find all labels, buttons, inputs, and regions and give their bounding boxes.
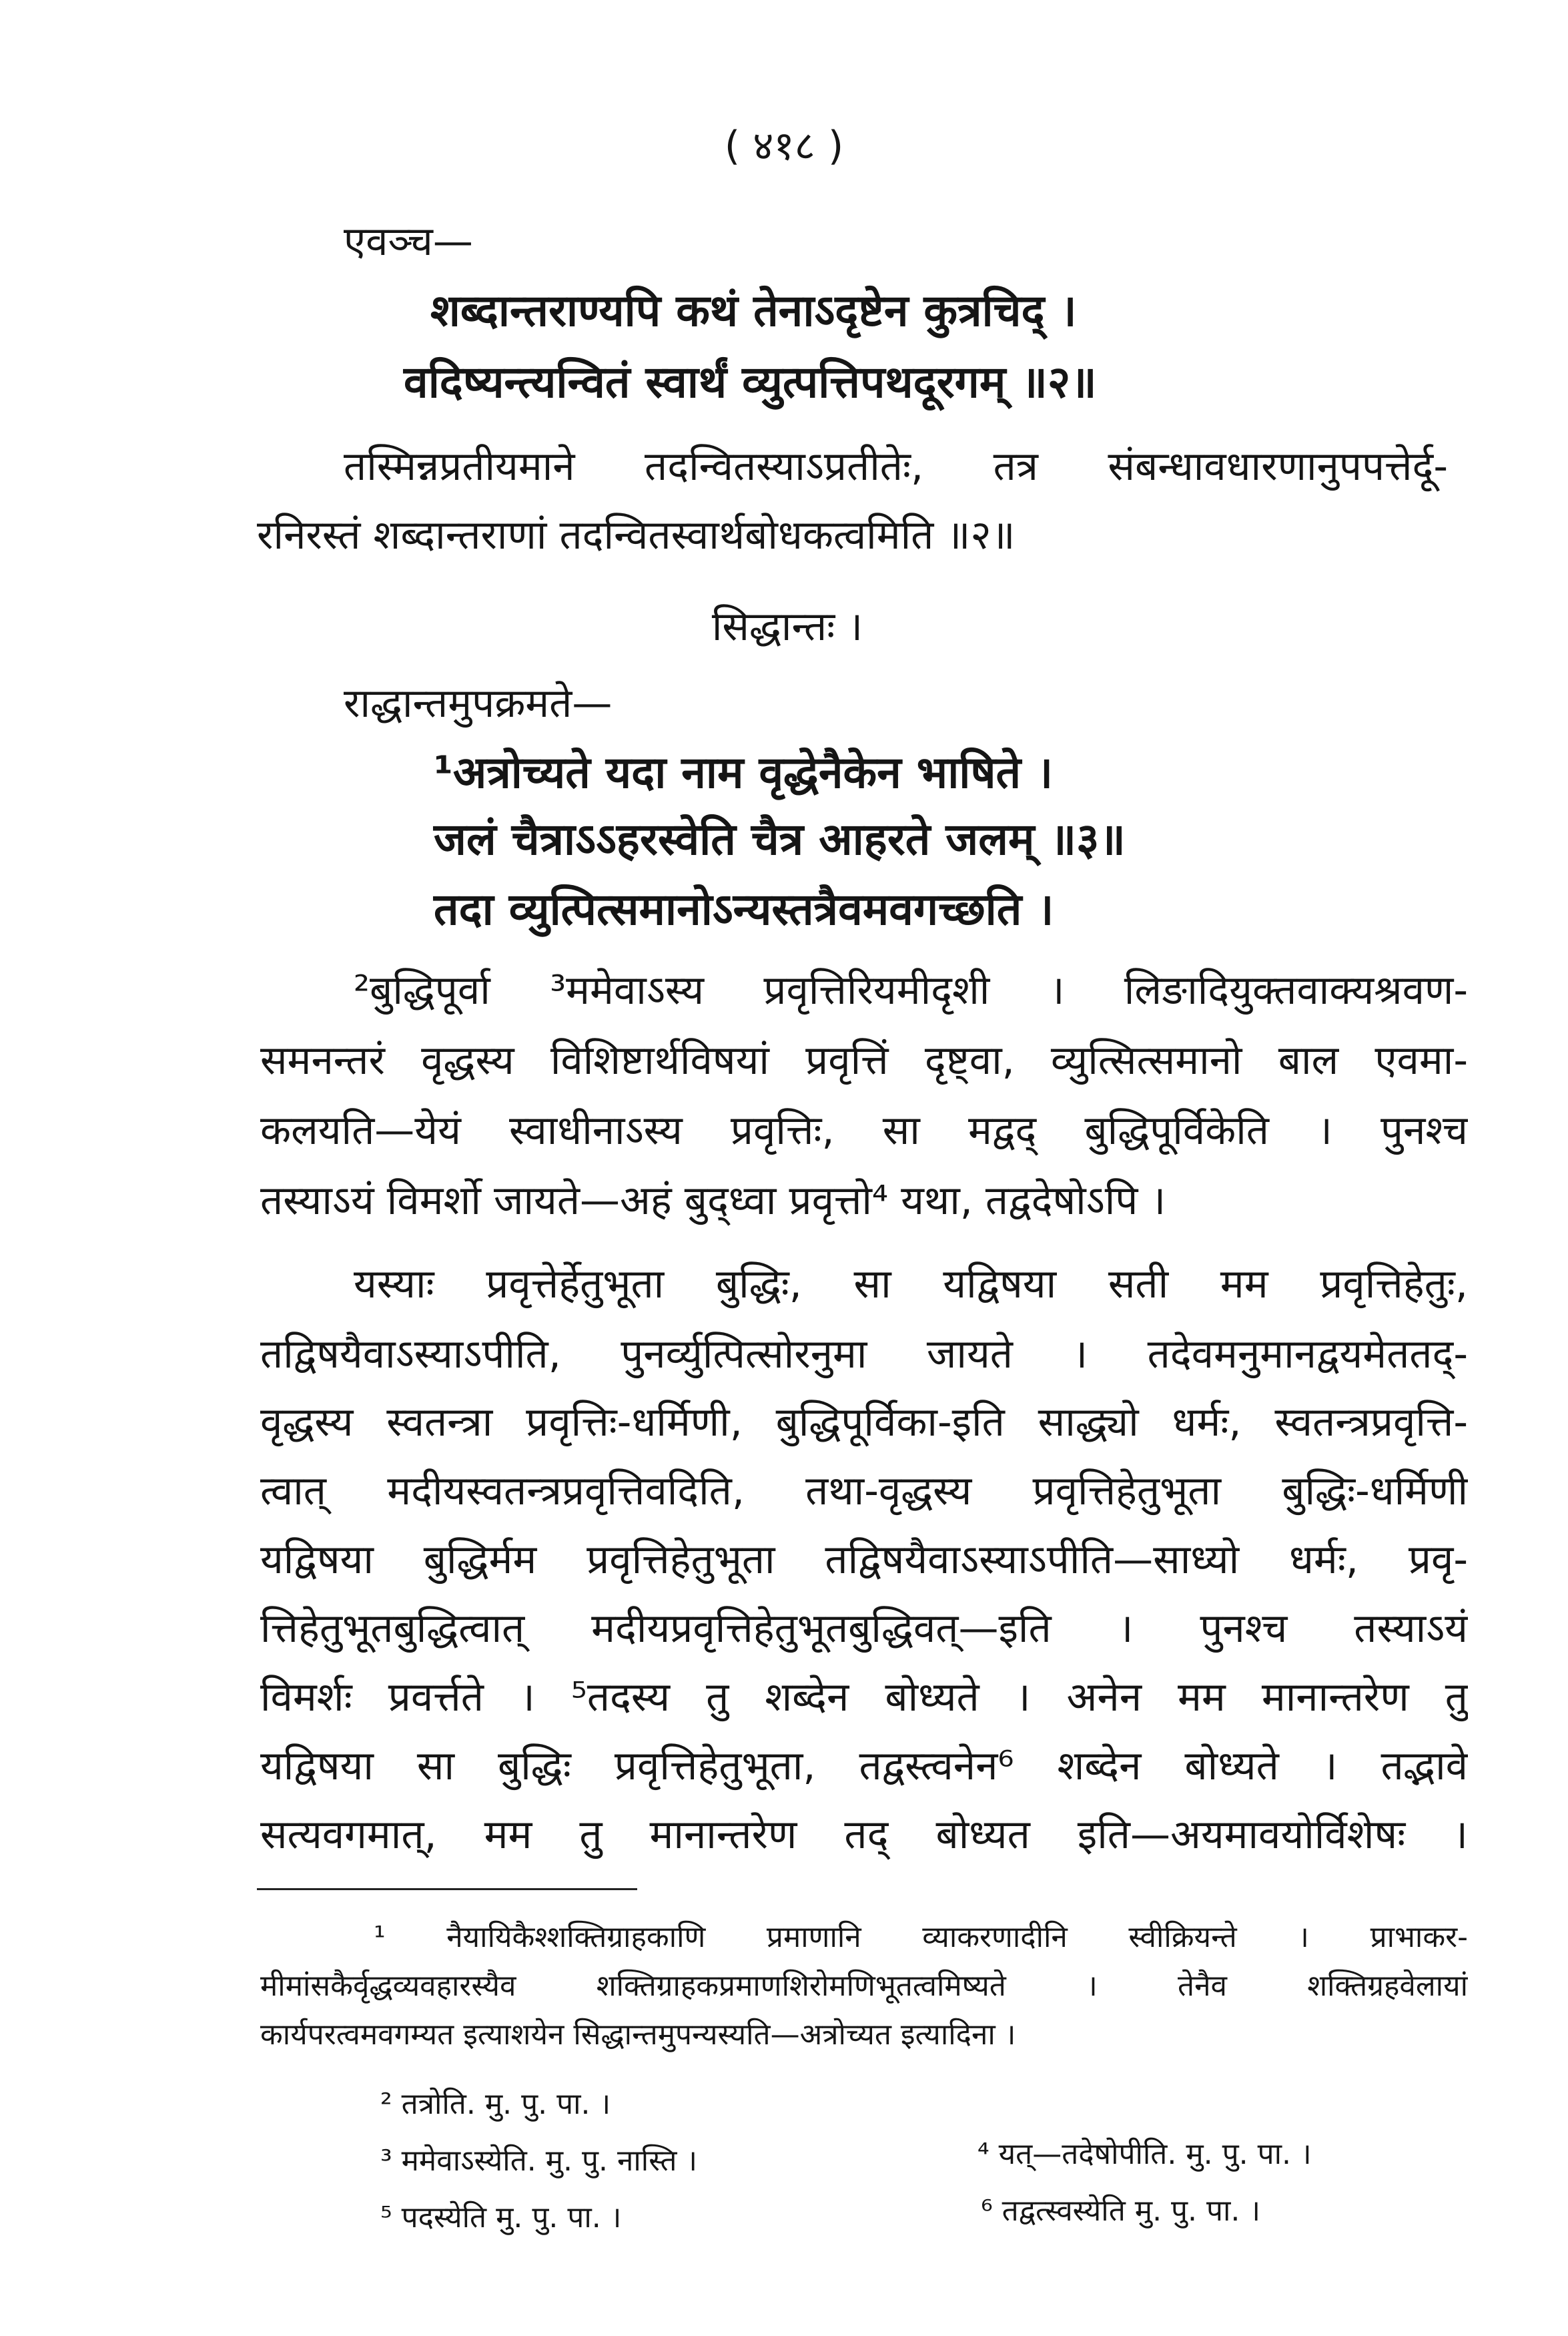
footnote-6: ⁶ तद्वत्स्वस्येति मु. पु. पा. । — [981, 2194, 1261, 2228]
text-line: रनिरस्तं शब्दान्तराणां तदन्वितस्वार्थबोधकत्वमिति ॥२॥ — [257, 512, 1016, 559]
footnote-line: ¹ नैयायिकैश्शक्तिग्राहकाणि प्रमाणानि व्याकरणादीनि स्वीक्रियन्ते । प्राभाकर- — [374, 1920, 1468, 1954]
footnote-4: ⁴ यत्—तदेषोपीति. मु. पु. पा. । — [977, 2137, 1312, 2171]
intro-evam: एवञ्च— — [344, 218, 473, 265]
text-line: तद्विषयैवाऽस्याऽपीति, पुनर्व्युत्पित्सोरनुमा जायते । तदेवमनुमानद्वयमेततद्- — [260, 1331, 1468, 1378]
text-line: विमर्शः प्रवर्त्तते । ⁵तदस्य तु शब्देन बोध्यते । अनेन मम मानान्तरेण तु — [260, 1674, 1468, 1721]
footnote-5: ⁵ पदस्येति मु. पु. पा. । — [380, 2201, 622, 2235]
verse-line: शब्दान्तराण्यपि कथं तेनाऽदृष्टेन कुत्रचिद् । — [430, 285, 1077, 336]
footnote-line: मीमांसकैर्वृद्धव्यवहारस्यैव शक्तिग्राहकप्रमाणशिरोमणिभूतत्वमिष्यते । तेनैव शक्तिग्रहवेलायां — [260, 1969, 1468, 2003]
verse-line: तदा व्युत्पित्समानोऽन्यस्तत्रैवमवगच्छति । — [434, 884, 1054, 935]
text-line: त्तिहेतुभूतबुद्धित्वात् मदीयप्रवृत्तिहेतुभूतबुद्धिवत्—इति । पुनश्च तस्याऽयं — [260, 1605, 1468, 1652]
verse-line: जलं चैत्राऽऽहरस्वेति चैत्र आहरते जलम् ॥३॥ — [434, 814, 1126, 865]
footnote-2: ² तत्रोति. मु. पु. पा. । — [380, 2087, 611, 2121]
text-line: सत्यवगमात्, मम तु मानान्तरेण तद् बोध्यत इति—अयमावयोर्विशेषः । — [260, 1811, 1468, 1858]
text-line: तस्मिन्नप्रतीयमाने तदन्वितस्याऽप्रतीतेः, तत्र संबन्धावधारणानुपपत्तेर्दू- — [344, 443, 1448, 490]
footnote-line: कार्यपरत्वमवगम्यत इत्याशयेन सिद्धान्तमुपन्यस्यति—अत्रोच्यत इत्यादिना । — [260, 2018, 1016, 2052]
section-heading: सिद्धान्तः । — [711, 603, 863, 650]
page-number: ( ४१८ ) — [724, 123, 844, 170]
verse-line: वदिष्यन्त्यन्वितं स्वार्थं व्युत्पत्तिपथदूरगम् ॥२॥ — [404, 356, 1097, 408]
footnote-divider — [257, 1888, 637, 1890]
intro-raddhanta: राद्धान्तमुपक्रमते— — [344, 680, 613, 727]
text-line: यद्विषया सा बुद्धिः प्रवृत्तिहेतुभूता, तद्वस्त्वनेन⁶ शब्देन बोध्यते । तद्भावे — [260, 1743, 1468, 1789]
text-line: यस्याः प्रवृत्तेर्हेतुभूता बुद्धिः, सा यद्विषया सती मम प्रवृत्तिहेतुः, — [354, 1261, 1468, 1307]
footnote-3: ³ ममेवाऽस्येति. मु. पु. नास्ति । — [380, 2144, 698, 2178]
text-line: समनन्तरं वृद्धस्य विशिष्टार्थविषयां प्रवृत्तिं दृष्ट्वा, व्युत्सित्समानो बाल एवमा- — [260, 1037, 1468, 1084]
text-line: कलयति—येयं स्वाधीनाऽस्य प्रवृत्तिः, सा मद्वद् बुद्धिपूर्विकेति । पुनश्च — [260, 1107, 1468, 1154]
text-line: वृद्धस्य स्वतन्त्रा प्रवृत्तिः-धर्मिणी, बुद्धिपूर्विका-इति साद्ध्यो धर्मः, स्वतन्त्रप्रवृत्ति- — [260, 1399, 1468, 1446]
text-line: तस्याऽयं विमर्शो जायते—अहं बुद्ध्वा प्रवृत्तो⁴ यथा, तद्वदेषोऽपि । — [260, 1177, 1166, 1224]
text-line: ²बुद्धिपूर्वा ³ममेवाऽस्य प्रवृत्तिरियमीदृशी । लिङादियुक्तवाक्यश्रवण- — [354, 967, 1468, 1014]
verse-line: ¹अत्रोच्यते यदा नाम वृद्धेनैकेन भाषिते । — [434, 747, 1054, 798]
text-line: त्वात् मदीयस्वतन्त्रप्रवृत्तिवदिति, तथा-वृद्धस्य प्रवृत्तिहेतुभूता बुद्धिः-धर्मिणी — [260, 1468, 1468, 1514]
text-line: यद्विषया बुद्धिर्मम प्रवृत्तिहेतुभूता तद्विषयैवाऽस्याऽपीति—साध्यो धर्मः, प्रवृ- — [260, 1536, 1468, 1583]
